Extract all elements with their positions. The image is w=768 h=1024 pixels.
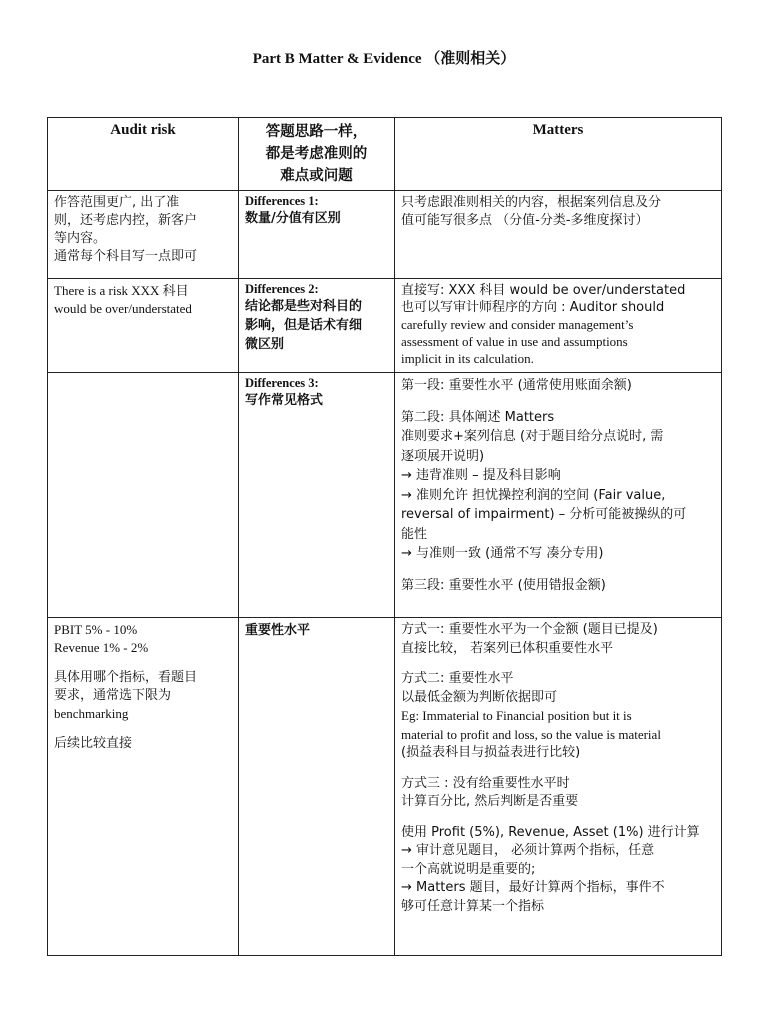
page-title: Part B Matter & Evidence （准则相关） [252,51,516,67]
row1-audit-risk: 作答范围更广, 出了准 则，还考虑内控，新客户 等内容。 通常每个科目写一点即可 [48,191,239,279]
table-row [48,279,722,373]
row4-difference: 重要性水平 [239,618,395,956]
table-row [48,373,722,618]
row3-audit-risk [48,373,239,618]
row2-audit-risk: There is a risk XXX 科目 would be over/understated [48,279,239,373]
row1-matters: 只考虑跟准则相关的内容，根据案列信息及分 值可能写很多点 （分值-分类-多维度探讨） [395,191,722,279]
table-row [48,618,722,956]
header-matters: Matters [395,118,722,191]
row3-matters: 第一段: 重要性水平 (通常使用账面余额) 第二段: 具体阐述 Matters 准则要求+案列信息 (对于题目给分点说时, 需 逐项展开说明) → 违背准则 – 提及科目影响 → 准则允许 担忧操控利润的空间 (Fair value, reversal of impairment) – 分析可能被操纵的可 能性 → 与准则一致 (通常不写 凑分专用) 第三段: 重要性水平 (使用错报金额) [395,373,722,618]
row1-difference: Differences 1: 数量/分值有区别 [239,191,395,279]
header-audit-risk: Audit risk [48,118,239,191]
row2-matters: 直接写: XXX 科目 would be over/understated 也可以写审计师程序的方向 : Auditor should carefully review and consider management’s assessment of value in use and assumptions implicit in its calculation. [395,279,722,373]
row4-audit-risk: PBIT 5% - 10% Revenue 1% - 2% 具体用哪个指标，看题目 要求，通常选下限为 benchmarking 后续比较直接 [48,618,239,956]
matter-evidence-table [47,117,722,956]
header-row [48,118,722,191]
row3-difference: Differences 3: 写作常见格式 [239,373,395,618]
table-row [48,191,722,279]
header-approach: 答题思路一样， 都是考虑准则的 难点或问题 [239,118,395,191]
row2-difference: Differences 2: 结论都是些对科目的 影响，但是话术有细 微区别 [239,279,395,373]
row4-matters: 方式一: 重要性水平为一个金额 (题目已提及) 直接比较， 若案列已体积重要性水平 方式二: 重要性水平 以最低金额为判断依据即可 Eg: Immaterial to Financial position but it is material to profit and loss, so the value is material (损益表科目与损益表进行比较) 方式三 : 没有给重要性水平时 计算百分比, 然后判断是否重要 使用 Profit (5%), Revenue, Asset (1%) 进行计算 → 审计意见题目， 必须计算两个指标，任意 一个高就说明是重要的; → Matters 题目，最好计算两个指标，事件不 够可任意计算某一个指标 [395,618,722,956]
